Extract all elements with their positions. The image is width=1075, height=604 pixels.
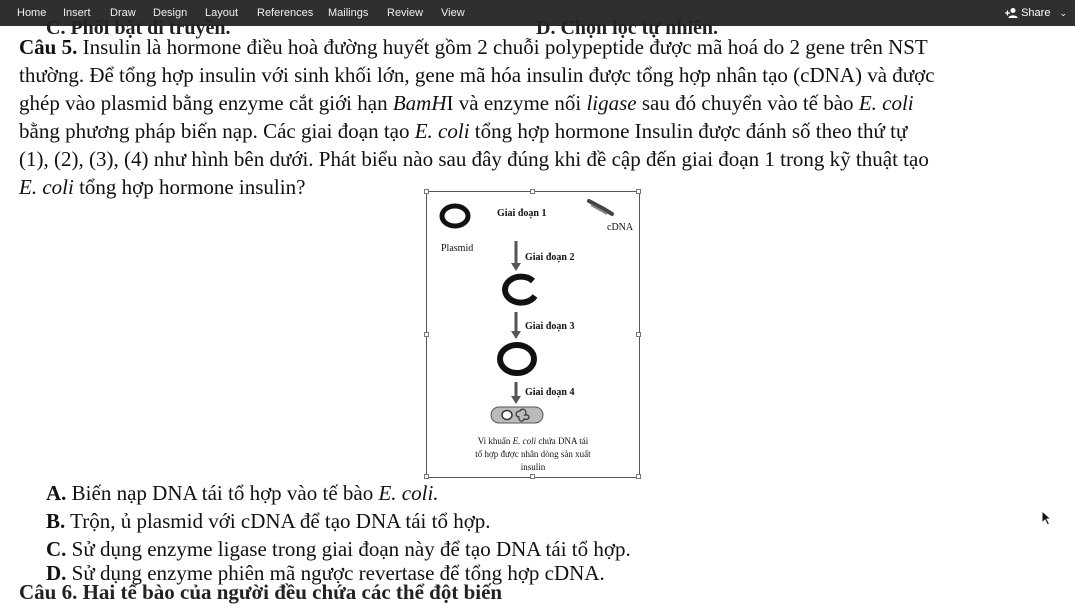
tab-home[interactable]: Home: [17, 7, 47, 19]
recombinant-plasmid: [500, 345, 534, 373]
stage-2-label: Giai đoạn 2: [525, 252, 575, 263]
stage-4-label: Giai đoạn 4: [525, 387, 575, 398]
tab-references[interactable]: References: [257, 7, 314, 19]
previous-option-c-fragment: C. Phối bặt di truyền.: [46, 17, 231, 39]
plasmid-ring: [442, 206, 468, 226]
option-c: C. Sử dụng enzyme ligase trong giai đoạn này để tạo DNA tái tổ hợp.: [46, 537, 631, 561]
question-line-3: ghép vào plasmid bằng enzyme cắt giới hạn BamHI và enzyme nối ligase sau đó chuyển vào tế bào E. coli: [19, 91, 914, 115]
enzyme-ligase: ligase: [586, 91, 637, 115]
question-line-4: bằng phương pháp biến nạp. Các giai đoạn tạo E. coli tổng hợp hormone Insulin được đánh số theo thứ tự: [19, 119, 908, 143]
tab-design[interactable]: Design: [153, 7, 188, 19]
open-plasmid: [505, 277, 535, 303]
tab-view[interactable]: View: [441, 7, 465, 19]
option-d: D. Sử dụng enzyme phiên mã ngược revertase để tổng hợp cDNA.: [46, 561, 605, 585]
resize-handle[interactable]: [636, 332, 641, 337]
tab-review[interactable]: Review: [387, 7, 424, 19]
previous-option-d-fragment: D. Chọn lọc tự nhiên.: [536, 17, 719, 39]
share-button[interactable]: [1005, 4, 1067, 22]
next-question-fragment: Câu 6. Hai tế bào của người đều chứa các thể đột biến: [19, 580, 503, 604]
cdna-label: cDNA: [607, 222, 634, 233]
stage-1-label: Giai đoạn 1: [497, 208, 547, 219]
plasmid-label: Plasmid: [441, 243, 474, 254]
tab-draw[interactable]: Draw: [110, 7, 136, 19]
organism-ecoli: E. coli: [858, 91, 914, 115]
share-label: Share: [1021, 7, 1051, 19]
stage-3-label: Giai đoạn 3: [525, 321, 575, 332]
figure-diagram: [427, 192, 639, 477]
option-a: A. Biến nạp DNA tái tổ hợp vào tế bào E. coli.: [46, 481, 439, 505]
mouse-pointer-icon: [1041, 510, 1053, 526]
resize-handle[interactable]: [424, 189, 429, 194]
chevron-down-icon[interactable]: ⌄: [1059, 7, 1067, 18]
resize-handle[interactable]: [636, 474, 641, 479]
tab-mailings[interactable]: Mailings: [328, 7, 369, 19]
tab-insert[interactable]: Insert: [63, 7, 91, 19]
resize-handle[interactable]: [530, 474, 535, 479]
tab-layout[interactable]: Layout: [205, 7, 239, 19]
question-line-2: thường. Để tổng hợp insulin với sinh khối lớn, gene mã hóa insulin được tổng hợp nhân tạo (cDNA) và được: [19, 63, 935, 87]
resize-handle[interactable]: [636, 189, 641, 194]
question-line-6: E. coli tổng hợp hormone insulin?: [19, 175, 306, 199]
insulin-process-figure[interactable]: [426, 191, 640, 478]
ecoli-bacterium: [491, 407, 543, 423]
enzyme-bamhi: BamH: [392, 91, 447, 115]
add-person-icon: [1005, 7, 1018, 19]
caption-line-1: Vi khuẩn E. coli chứa DNA tái: [477, 436, 589, 446]
question-number: Câu 5.: [19, 35, 78, 59]
question-line-1: Câu 5. Insulin là hormone điều hoà đường huyết gồm 2 chuỗi polypeptide được mã hoá do 2 gene trên NST: [19, 35, 928, 59]
resize-handle[interactable]: [530, 189, 535, 194]
cdna-strand: [589, 201, 612, 214]
caption-line-3: insulin: [520, 462, 546, 472]
caption-line-2: tổ hợp được nhân dòng sản xuất: [475, 449, 591, 459]
question-line-5: (1), (2), (3), (4) như hình bên dưới. Phát biểu nào sau đây đúng khi đề cập đến giai đoạn 1 trong kỹ thuật tạo: [19, 147, 929, 171]
resize-handle[interactable]: [424, 332, 429, 337]
option-b: B. Trộn, ủ plasmid với cDNA để tạo DNA tái tổ hợp.: [46, 509, 491, 533]
